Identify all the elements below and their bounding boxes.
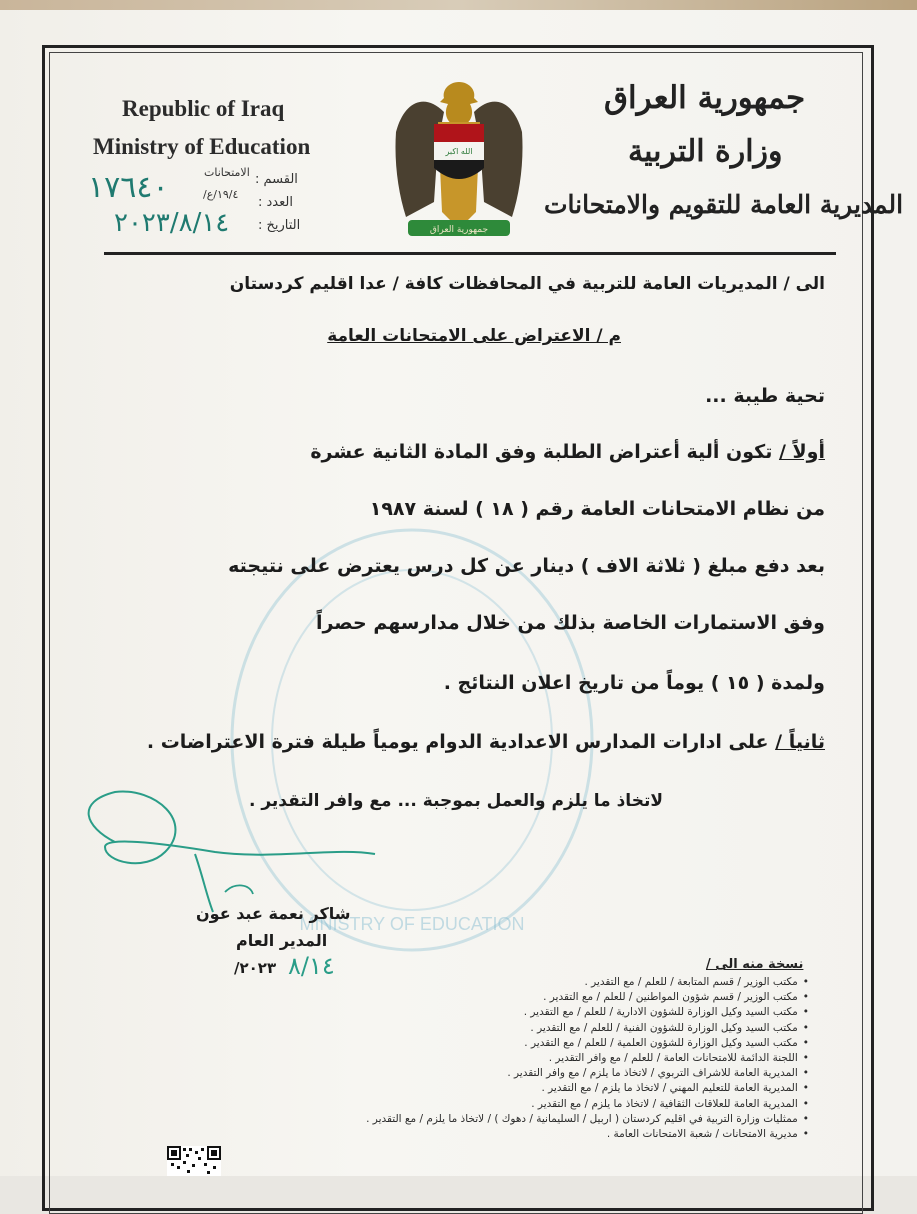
handwritten-signature <box>75 782 395 922</box>
meta-dept-value: الامتحانات <box>204 166 250 179</box>
stamp-text: MINISTRY OF EDUCATION <box>299 914 525 934</box>
list-item: • اللجنة الدائمة للامتحانات العامة / للعلم / مع وافر التقدير . <box>366 1051 809 1066</box>
meta-number-label: العدد : <box>258 195 293 210</box>
header-directorate-ar: المديرية العامة للتقويم والامتحانات <box>544 190 904 219</box>
list-item: • مكتب الوزير / قسم شؤون المواطنين / للعلم / مع التقدير . <box>366 990 809 1005</box>
svg-text:الله اكبر: الله اكبر <box>445 147 473 156</box>
iraq-eagle-emblem-icon <box>394 72 524 242</box>
header-ministry-en: Ministry of Education <box>93 134 311 159</box>
list-item: • مديرية الامتحانات / شعبة الامتحانات العامة . <box>366 1127 809 1142</box>
paragraph-1-line-3: بعد دفع مبلغ ( ثلاثة الاف ) دينار عن كل درس يعترض على نتيجته <box>228 555 825 577</box>
qr-code-icon <box>167 1146 221 1176</box>
list-item: • المديرية العامة للعلاقات الثقافية / لاتخاذ ما يلزم / مع التقدير . <box>366 1097 809 1112</box>
list-item: • مكتب السيد وكيل الوزارة للشؤون العلمية / للعلم / مع التقدير . <box>366 1036 809 1051</box>
header-republic-en: Republic of Iraq <box>122 96 285 121</box>
header-divider <box>104 252 836 255</box>
signature-date-printed: ٢٠٢٣/ <box>234 959 277 977</box>
copies-list <box>366 975 809 1142</box>
signature-date-handwritten: ٨/١٤ <box>288 952 335 980</box>
paragraph-1-label: أولاً / <box>778 441 825 463</box>
paragraph-1-line-4: وفق الاستمارات الخاصة بذلك من خلال مدارسهم حصراً <box>315 612 825 634</box>
list-item: • مكتب السيد وكيل الوزارة للشؤون الادارية / للعلم / مع التقدير . <box>366 1005 809 1020</box>
meta-number-handwritten: ١٧٦٤٠ <box>88 170 169 205</box>
paragraph-2-label: ثانياً / <box>775 731 825 753</box>
list-item: • المديرية العامة للتعليم المهني / لاتخاذ ما يلزم / مع التقدير . <box>366 1081 809 1096</box>
letter-subject: م / الاعتراض على الامتحانات العامة <box>327 326 621 346</box>
paragraph-1-line-2: من نظام الامتحانات العامة رقم ( ١٨ ) لسنة ١٩٨٧ <box>369 498 825 520</box>
signatory-name: شاكر نعمة عبد عون <box>196 904 351 923</box>
meta-dept-label: القسم : <box>255 172 298 187</box>
letter-greeting: تحية طيبة ... <box>705 385 825 407</box>
paragraph-1-line-1: أولاً / تكون ألية أعتراض الطلبة وفق المادة الثانية عشرة <box>310 441 825 463</box>
meta-date-handwritten: ٢٠٢٣/٨/١٤ <box>114 208 230 238</box>
list-item: • مكتب الوزير / قسم المتابعة / للعلم / مع التقدير . <box>366 975 809 990</box>
paper-top-edge <box>0 0 917 10</box>
letter-addressee: الى / المديريات العامة للتربية في المحافظات كافة / عدا اقليم كردستان <box>229 274 825 294</box>
signatory-title: المدير العام <box>236 931 328 950</box>
meta-date-label: التاريخ : <box>258 218 301 233</box>
list-item: • مكتب السيد وكيل الوزارة للشؤون الفنية / للعلم / مع التقدير . <box>366 1021 809 1036</box>
letter-closing: لاتخاذ ما يلزم والعمل بموجبة ... مع وافر التقدير . <box>248 791 663 811</box>
emblem-banner-text: جمهورية العراق <box>429 225 489 235</box>
paragraph-2: ثانياً / على ادارات المدارس الاعدادية الدوام يومياً طيلة فترة الاعتراضات . <box>146 731 825 753</box>
header-republic-ar: جمهورية العراق <box>604 80 806 116</box>
copies-heading: نسخة منه الى / <box>706 957 804 972</box>
paragraph-1-line-5: ولمدة ( ١٥ ) يوماً من تاريخ اعلان النتائج . <box>443 672 825 694</box>
list-item: • ممثليات وزارة التربية في اقليم كردستان ( اربيل / السليمانية / دهوك ) / لاتخاذ ما يلزم / مع التقدير . <box>366 1112 809 1127</box>
header-ministry-ar: وزارة التربية <box>628 134 783 169</box>
list-item: • المديرية العامة للاشراف التربوي / لاتخاذ ما يلزم / مع وافر التقدير . <box>366 1066 809 1081</box>
meta-number-prefix: ١٩/٤/ع/ <box>203 188 239 201</box>
